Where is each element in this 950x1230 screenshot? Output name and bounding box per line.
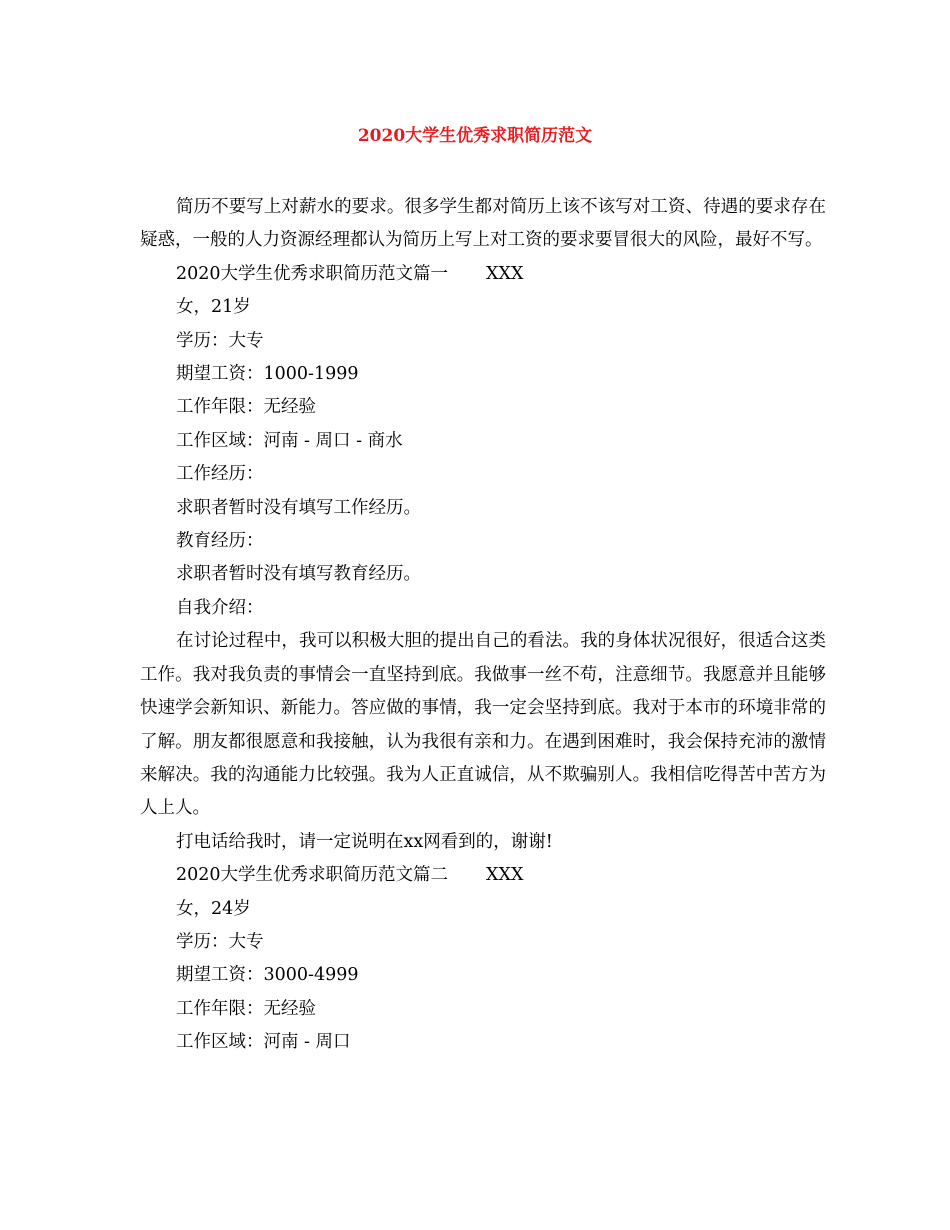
document-title: 2020大学生优秀求职简历范文	[357, 126, 593, 146]
resume1-intro-label: 自我介绍：	[176, 597, 264, 618]
resume1-salary: 期望工资：1000-1999	[176, 364, 359, 385]
document-body	[140, 191, 826, 1060]
resume1-edu-text: 求职者暂时没有填写教育经历。	[176, 564, 421, 585]
resume1-experience-years: 工作年限：无经验	[176, 397, 316, 418]
resume1-heading: 2020大学生优秀求职简历范文篇一	[176, 263, 449, 284]
resume2-gender-age: 女，24岁	[176, 898, 251, 919]
resume1-gender-age: 女，21岁	[176, 297, 251, 318]
resume2-name: XXX	[486, 865, 524, 886]
resume1-work-text: 求职者暂时没有填写工作经历。	[176, 497, 421, 518]
resume1-self-intro: 在讨论过程中，我可以积极大胆的提出自己的看法。我的身体状况很好，很适合这类工作。我对我负责的事情会一直坚持到底。我做事一丝不苟，注意细节。我愿意并且能够快速学会新知识、新能力。答应做的事情，我一定会坚持到底。我对于本市的环境非常的了解。朋友都很愿意和我接触，认为我很有亲和力。在遇到困难时，我会保持充沛的激情来解决。我的沟通能力比较强。我为人正直诚信，从不欺骗别人。我相信吃得苦中苦方为人上人。	[140, 631, 826, 819]
resume1-edu-label: 教育经历：	[176, 531, 264, 552]
resume1-contact: 打电话给我时，请一定说明在xx网看到的，谢谢!	[176, 831, 553, 852]
resume1-region: 工作区域：河南 - 周口 - 商水	[176, 430, 403, 451]
resume1-work-label: 工作经历：	[176, 464, 264, 485]
resume2-education: 学历：大专	[176, 931, 264, 952]
resume1-heading-line	[140, 258, 826, 291]
resume2-experience-years: 工作年限：无经验	[176, 998, 316, 1019]
resume2-heading-line	[140, 859, 826, 892]
resume2-heading: 2020大学生优秀求职简历范文篇二	[176, 865, 449, 886]
resume1-name: XXX	[486, 263, 524, 284]
resume2-region: 工作区域：河南 - 周口	[176, 1032, 351, 1053]
resume1-education: 学历：大专	[176, 330, 264, 351]
intro-paragraph: 简历不要写上对薪水的要求。很多学生都对简历上该不该写对工资、待遇的要求存在疑惑，一般的人力资源经理都认为简历上写上对工资的要求要冒很大的风险，最好不写。	[140, 197, 826, 251]
resume2-salary: 期望工资：3000-4999	[176, 965, 359, 986]
